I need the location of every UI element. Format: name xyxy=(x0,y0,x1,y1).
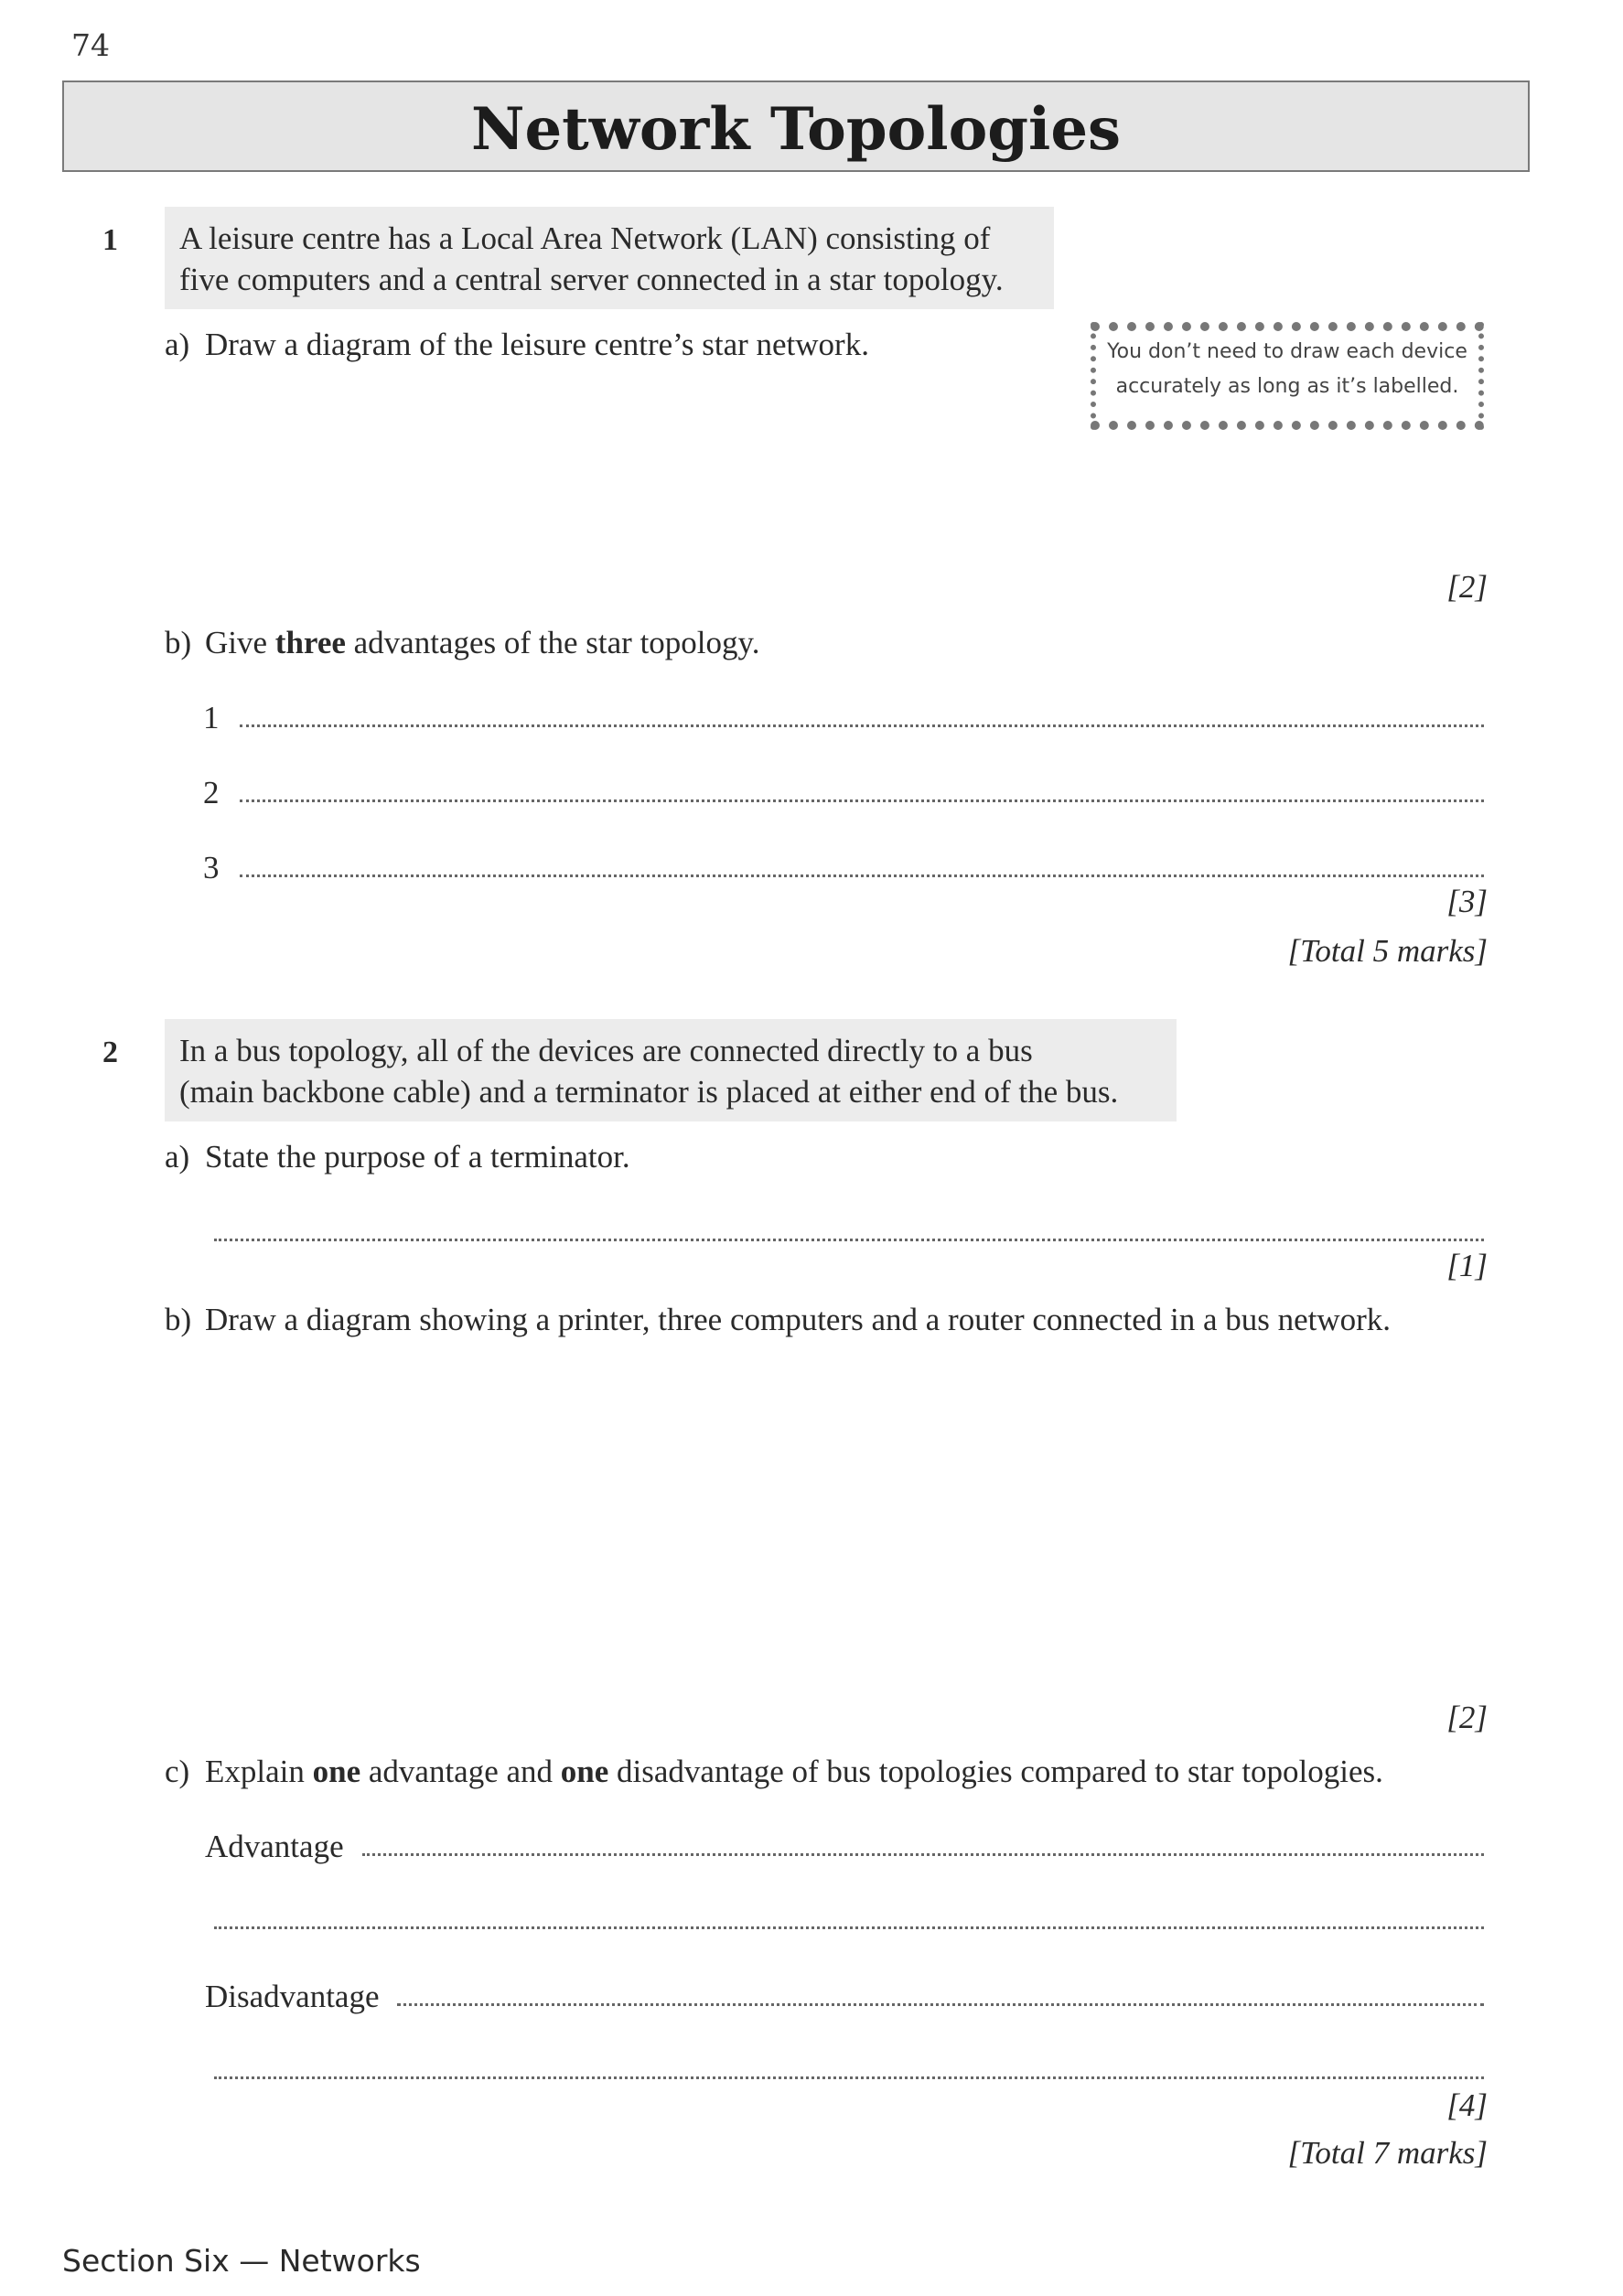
answer-3-number: 3 xyxy=(203,850,220,885)
page-number: 74 xyxy=(71,27,110,63)
disadvantage-answer-line-1[interactable] xyxy=(397,2003,1484,2006)
question-1-intro-line-2: five computers and a central server connected in a star topology. xyxy=(179,262,1004,297)
answer-2-line[interactable] xyxy=(240,799,1484,802)
question-1b-text-pre: Give xyxy=(205,625,268,660)
question-2c-text xyxy=(205,1753,1383,1791)
question-2a-label: a) xyxy=(165,1139,190,1175)
question-2b-label: b) xyxy=(165,1302,192,1337)
question-1b-text xyxy=(205,624,760,662)
answer-3-line[interactable] xyxy=(240,874,1484,877)
hint-note-line-2: accurately as long as it’s labelled. xyxy=(1115,375,1459,398)
answer-1-number: 1 xyxy=(203,700,220,735)
question-2b-drawing-area[interactable] xyxy=(183,1354,1482,1683)
question-1b-text-post: advantages of the star topology. xyxy=(353,625,760,660)
question-2a-marks: [1] xyxy=(1446,1248,1488,1283)
question-2c-text-1: Explain xyxy=(205,1754,305,1789)
question-1a-label: a) xyxy=(165,327,190,362)
question-1a-marks: [2] xyxy=(1446,569,1488,605)
question-2c-text-2: advantage and xyxy=(368,1754,554,1789)
question-1b-label: b) xyxy=(165,625,192,660)
question-2-number: 2 xyxy=(102,1035,118,1069)
question-2b-marks: [2] xyxy=(1446,1700,1488,1735)
disadvantage-label: Disadvantage xyxy=(205,1979,380,2014)
page-title: Network Topologies xyxy=(470,95,1122,164)
question-1-total: [Total 5 marks] xyxy=(1287,933,1488,969)
question-2-intro xyxy=(165,1019,1177,1121)
disadvantage-answer-line-2[interactable] xyxy=(214,2076,1484,2079)
answer-2-number: 2 xyxy=(203,775,220,810)
title-banner xyxy=(62,80,1530,172)
question-2b-text: Draw a diagram showing a printer, three computers and a router connected in a bus network. xyxy=(205,1302,1392,1337)
question-1a-text: Draw a diagram of the leisure centre’s star network. xyxy=(205,327,869,362)
question-1-intro-line-1: A leisure centre has a Local Area Network (LAN) consisting of xyxy=(179,220,991,256)
section-footer: Section Six — Networks xyxy=(62,2243,421,2279)
question-1-number: 1 xyxy=(102,223,118,257)
question-2-intro-line-1: In a bus topology, all of the devices are connected directly to a bus xyxy=(179,1033,1033,1068)
advantage-label: Advantage xyxy=(205,1829,344,1864)
question-2c-text-3: disadvantage of bus topologies compared to star topologies. xyxy=(617,1754,1383,1789)
hint-note-line-1: You don’t need to draw each device xyxy=(1107,340,1467,363)
question-2a-text: State the purpose of a terminator. xyxy=(205,1139,630,1175)
question-2c-bold-1: one xyxy=(312,1754,361,1789)
hint-note xyxy=(1091,322,1484,430)
answer-1-line[interactable] xyxy=(240,724,1484,727)
question-2c-marks: [4] xyxy=(1446,2087,1488,2123)
question-2-intro-line-2: (main backbone cable) and a terminator is placed at either end of the bus. xyxy=(179,1074,1119,1110)
question-2c-bold-2: one xyxy=(560,1754,609,1789)
question-2-total: [Total 7 marks] xyxy=(1287,2135,1488,2171)
advantage-answer-line-1[interactable] xyxy=(362,1853,1484,1856)
question-1b-marks: [3] xyxy=(1446,884,1488,919)
question-1a-drawing-area[interactable] xyxy=(183,439,1482,567)
question-2c-label: c) xyxy=(165,1754,190,1789)
question-1-intro xyxy=(165,207,1054,309)
question-2a-answer-line[interactable] xyxy=(214,1239,1484,1241)
question-1b-text-bold: three xyxy=(274,625,346,660)
advantage-answer-line-2[interactable] xyxy=(214,1926,1484,1929)
